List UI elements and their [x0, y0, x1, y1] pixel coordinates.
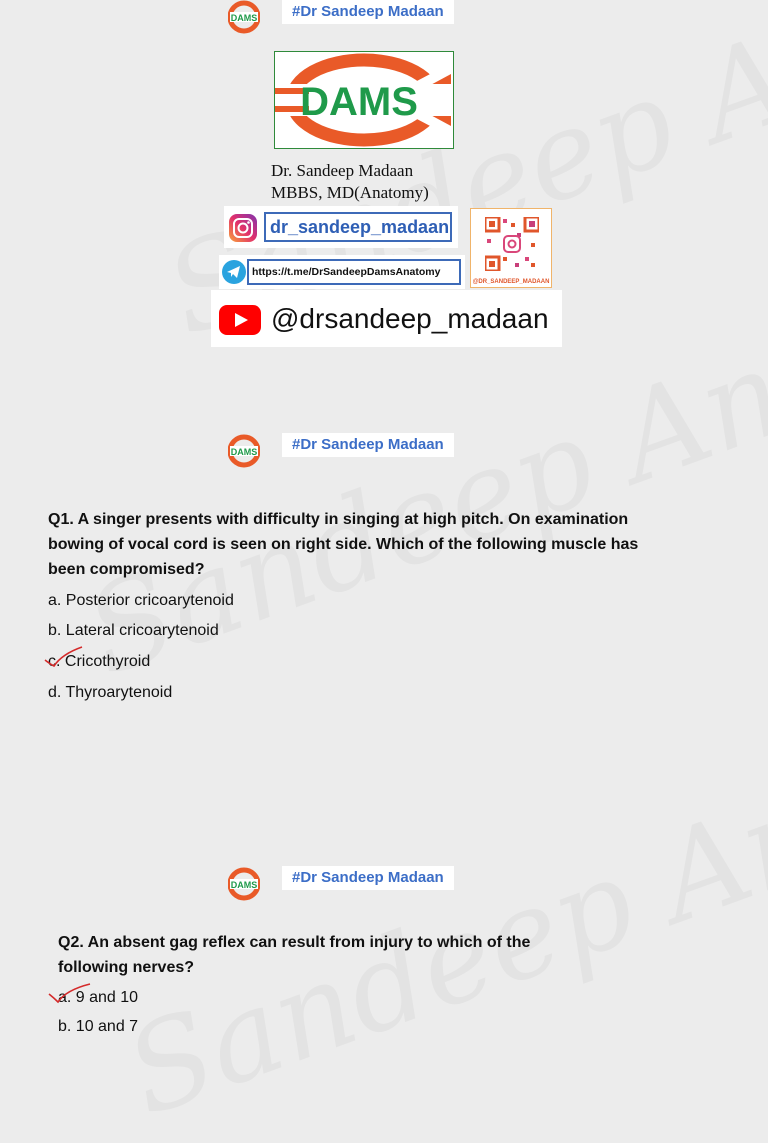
dams-logo-icon — [275, 52, 453, 148]
qr-caption: @DR_SANDEEP_MADAAN — [472, 279, 550, 285]
telegram-link: https://t.me/DrSandeepDamsAnatomy — [247, 259, 461, 285]
qr-code — [470, 208, 552, 288]
question-text-line: Q1. A singer presents with difficulty in singing at high pitch. On examination — [48, 511, 629, 528]
hashtag-label: #Dr Sandeep Madaan — [282, 0, 454, 24]
dams-mini-logo-icon — [228, 434, 260, 468]
instagram-handle-box[interactable] — [224, 206, 458, 248]
youtube-handle: @drsandeep_madaan — [271, 303, 549, 334]
option-a: a. 9 and 10 — [58, 989, 139, 1006]
youtube-icon — [219, 305, 261, 335]
option-b: b. 10 and 7 — [58, 1018, 139, 1035]
author-name: Dr. Sandeep Madaan — [271, 161, 414, 180]
hashtag-label: #Dr Sandeep Madaan — [282, 866, 454, 890]
qr-code-icon — [485, 217, 539, 271]
svg-text:DAMS: DAMS — [300, 80, 418, 124]
checkmark-icon — [46, 980, 96, 1006]
telegram-icon — [221, 259, 247, 285]
question-text-line: bowing of vocal cord is seen on right side. Which of the following muscle has — [48, 536, 639, 553]
question-2 — [58, 930, 748, 980]
svg-text:DAMS: DAMS — [230, 13, 258, 23]
svg-text:DAMS: DAMS — [230, 447, 258, 457]
option-a: a. Posterior cricoarytenoid — [48, 592, 234, 609]
question-text-line: following nerves? — [58, 959, 195, 976]
hashtag-label: #Dr Sandeep Madaan — [282, 433, 454, 457]
author-info — [271, 160, 429, 204]
question-text-line: Q2. An absent gag reflex can result from injury to which of the — [58, 934, 531, 951]
author-degrees: MBBS, MD(Anatomy) — [271, 183, 429, 202]
svg-text:DAMS: DAMS — [230, 880, 258, 890]
dams-mini-logo-icon — [228, 0, 260, 34]
dams-mini-logo-icon — [228, 867, 260, 901]
telegram-link-box[interactable] — [219, 255, 465, 289]
option-c: c. Cricothyroid — [48, 653, 151, 670]
option-d: d. Thyroarytenoid — [48, 684, 173, 701]
checkmark-icon — [42, 644, 92, 670]
instagram-icon — [228, 213, 258, 243]
question-1 — [48, 507, 748, 582]
instagram-handle: dr_sandeep_madaan — [264, 212, 452, 242]
dams-logo — [274, 51, 454, 149]
option-b: b. Lateral cricoarytenoid — [48, 622, 219, 639]
question-text-line: been compromised? — [48, 561, 205, 578]
youtube-handle-box[interactable] — [211, 290, 562, 347]
